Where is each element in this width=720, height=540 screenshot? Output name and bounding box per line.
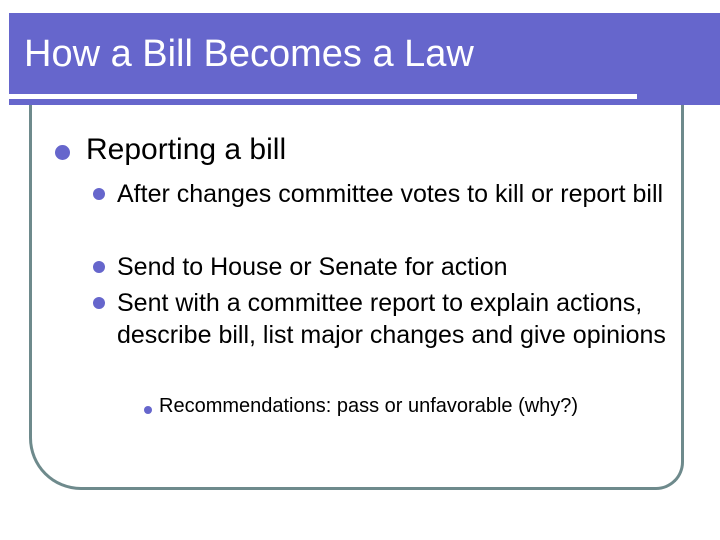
subsubbullet-dot-icon [144,406,152,414]
slide-title: How a Bill Becomes a Law [24,33,474,75]
bullet-dot-icon [55,145,70,160]
subbullet-dot-icon [93,297,105,309]
subbullet-send-to-house: Send to House or Senate for action [117,253,508,281]
bullet-reporting-a-bill: Reporting a bill [86,133,287,166]
subbullet-after-changes: After changes committee votes to kill or report bill [117,180,664,208]
subsubbullet-recommendations: Recommendations: pass or unfavorable (why?) [159,395,579,417]
subbullet-dot-icon [93,188,105,200]
subbullet-dot-icon [93,261,105,273]
title-underline [9,94,637,99]
subbullet-committee-report: Sent with a committee report to explain actions, describe bill, list major changes and give opinions [117,289,666,349]
